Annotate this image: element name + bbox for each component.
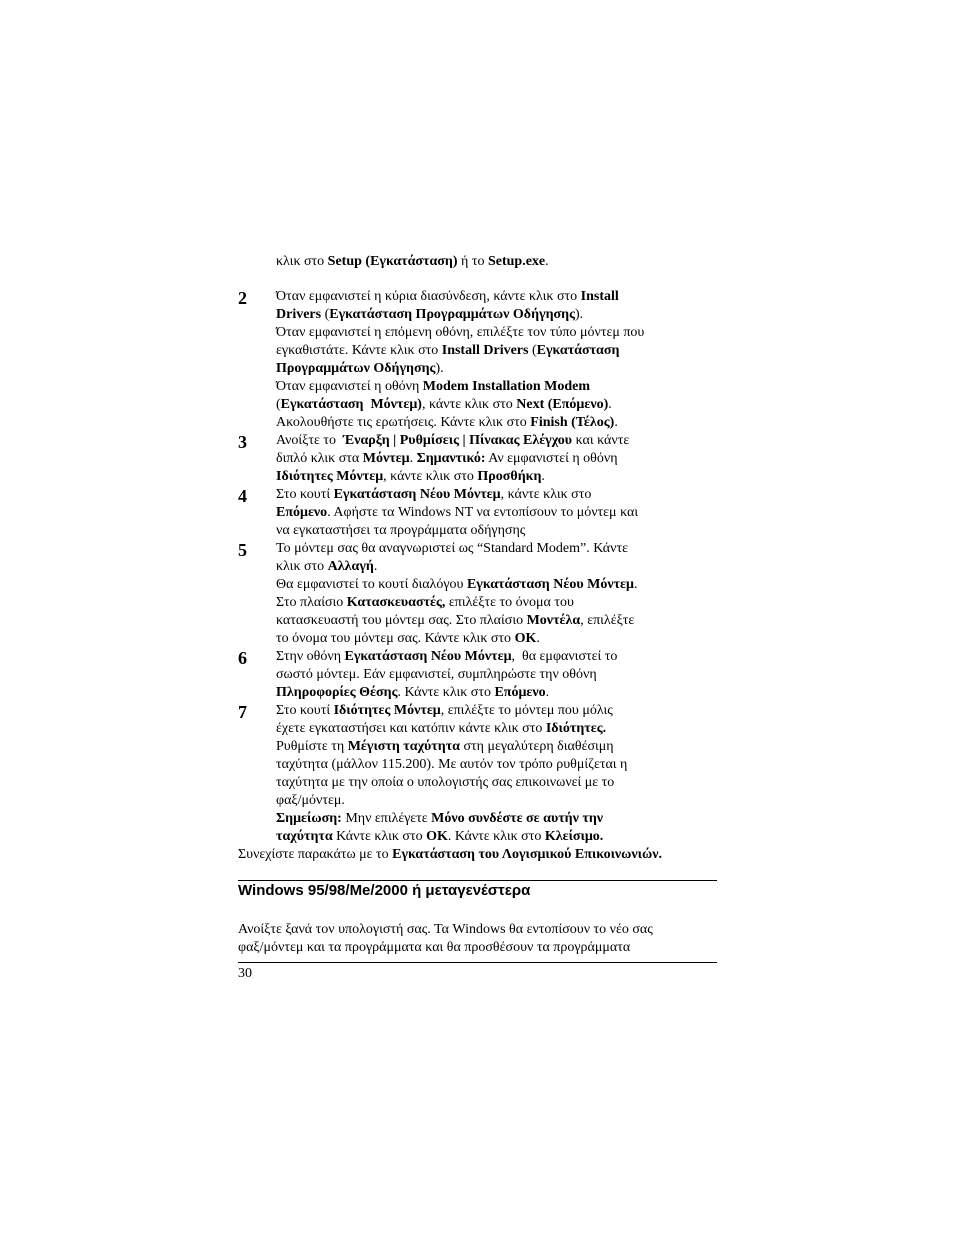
text-run: ταχύτητα με την οποία ο υπολογιστής σας επικοινωνεί με το — [276, 775, 615, 790]
step-number: 5 — [238, 540, 247, 560]
section-paragraph — [238, 921, 653, 957]
text-run: έχετε εγκαταστήσει και κατόπιν κάντε κλικ στο — [276, 721, 546, 736]
bold-text-run: Install — [580, 289, 619, 304]
bold-text-run: OK — [514, 631, 537, 646]
text-run: ταχύτητα (μάλλον 115.200). Με αυτόν τον τρόπο ρυθμίζεται η — [276, 757, 628, 772]
text-run: . — [608, 397, 612, 412]
bold-text-run: Drivers — [276, 307, 322, 322]
text-run: σωστό μόντεμ. Εάν εμφανιστεί, συμπληρώστε την οθόνη — [276, 667, 597, 682]
text-line — [276, 540, 718, 558]
step-item — [238, 648, 718, 702]
bold-text-run: Εγκατάσταση Νέου Μόντεμ — [466, 577, 634, 592]
bold-text-run: Next (Επόμενο) — [516, 397, 609, 412]
bold-text-run: Επόμενο — [494, 685, 546, 700]
text-run: . — [633, 577, 638, 592]
text-run: . — [409, 451, 417, 466]
text-line — [276, 522, 718, 540]
text-run: το όνομα του μόντεμ σας. Κάντε κλικ στο — [276, 631, 515, 646]
text-line — [276, 702, 718, 720]
step-body — [276, 540, 718, 648]
text-run: ). — [575, 307, 584, 322]
text-run: Ρυθμίστε τη — [276, 739, 348, 754]
text-line — [276, 612, 718, 630]
text-run: , επιλέξτε — [580, 613, 635, 628]
text-run: κλικ στο — [276, 254, 328, 269]
text-run: κλικ στο — [276, 559, 328, 574]
bold-text-run: ταχύτητα — [276, 829, 333, 844]
bold-text-run: Μοντέλα — [526, 613, 581, 628]
text-run: Όταν εμφανιστεί η επόμενη οθόνη, επιλέξτε τον τύπο μόντεμ που — [276, 325, 645, 340]
bold-text-run: Ιδιότητες Μόντεμ — [333, 703, 441, 718]
step-item — [238, 540, 718, 648]
text-run: Στο πλαίσιο — [276, 595, 347, 610]
text-run: . — [541, 469, 545, 484]
text-line — [276, 684, 718, 702]
step-number: 2 — [238, 288, 247, 308]
text-run: , κάντε κλικ στο — [500, 487, 592, 502]
bold-text-run: Προσθήκη — [477, 469, 542, 484]
bold-text-run: Μόντεμ — [362, 451, 410, 466]
bold-text-run: Κλείσιμο. — [544, 829, 604, 844]
bold-text-run: Πληροφορίες Θέσης — [276, 685, 398, 700]
text-run: Όταν εμφανιστεί η κύρια διασύνδεση, κάντε κλικ στο — [276, 289, 581, 304]
text-run: ). — [435, 361, 444, 376]
text-run: ( — [321, 307, 330, 322]
text-run: εγκαθιστάτε. Κάντε κλικ στο — [276, 343, 442, 358]
step-item — [238, 702, 718, 846]
text-run: , κάντε κλικ στο — [421, 397, 517, 412]
text-line — [276, 432, 718, 450]
text-run: ( — [276, 397, 281, 412]
step-body — [276, 432, 718, 486]
bold-text-run: Ιδιότητες Μόντεμ — [276, 469, 384, 484]
text-run: , επιλέξτε το μόντεμ που μόλις — [440, 703, 613, 718]
section-divider-top — [238, 880, 717, 881]
bold-text-run: Έναρξη | Ρυθμίσεις | Πίνακας Ελέγχου — [343, 433, 573, 448]
text-run: . — [545, 685, 550, 700]
text-line — [276, 306, 718, 324]
text-run: φαξ/μόντεμ. — [276, 793, 345, 808]
text-line — [276, 450, 718, 468]
text-run: , κάντε κλικ στο — [383, 469, 478, 484]
text-line — [276, 630, 718, 648]
text-run: Στην οθόνη — [276, 649, 345, 664]
bold-text-run: Εγκατάσταση — [536, 343, 620, 358]
text-run: Αν εμφανιστεί η οθόνη — [485, 451, 618, 466]
bold-text-run: Ιδιότητες. — [545, 721, 607, 736]
text-run: και κάντε — [572, 433, 630, 448]
bold-text-run: Μέγιστη ταχύτητα — [347, 739, 460, 754]
intro-line — [276, 253, 549, 271]
text-run: Ακολουθήστε τις ερωτήσεις. Κάντε κλικ στο — [276, 415, 531, 430]
text-run: Το μόντεμ σας θα αναγνωριστεί ως “Standard Modem”. Κάντε — [276, 541, 628, 556]
text-line — [276, 558, 718, 576]
step-body — [276, 288, 718, 432]
text-line — [276, 576, 718, 594]
step-number: 6 — [238, 648, 247, 668]
text-line — [276, 756, 718, 774]
text-run: . — [536, 631, 540, 646]
text-line — [276, 288, 718, 306]
bold-text-run: Μόνο συνδέστε σε αυτήν την — [431, 811, 604, 826]
text-run: ( — [528, 343, 537, 358]
steps-list — [238, 288, 718, 846]
text-run: . — [614, 415, 618, 430]
bold-text-run: Εγκατάσταση του Λογισμικού Επικοινωνιών. — [392, 847, 662, 862]
text-line — [276, 468, 718, 486]
bold-text-run: OK — [426, 829, 448, 844]
step-number: 4 — [238, 486, 247, 506]
text-line — [276, 666, 718, 684]
text-run: Θα εμφανιστεί το κουτί διαλόγου — [276, 577, 467, 592]
text-run: , θα εμφανιστεί το — [511, 649, 618, 664]
step-item — [238, 288, 718, 432]
text-line — [276, 774, 718, 792]
text-run: . — [373, 559, 378, 574]
page-number: 30 — [238, 966, 252, 981]
text-line — [276, 504, 718, 522]
text-run: Στο κουτί — [276, 487, 334, 502]
bold-text-run: Σημαντικό: — [416, 451, 486, 466]
text-line — [276, 828, 718, 846]
bold-text-run: Αλλαγή — [327, 559, 374, 574]
bold-text-run: Setup.exe — [487, 254, 546, 269]
bold-text-run: Install Drivers — [441, 343, 529, 358]
text-line — [276, 720, 718, 738]
text-run: . Κάντε κλικ στο — [397, 685, 495, 700]
step-body — [276, 486, 718, 540]
text-run: επιλέξτε το όνομα του — [445, 595, 574, 610]
section-heading: Windows 95/98/Me/2000 ή μεταγενέστερα — [238, 882, 531, 899]
step-item — [238, 432, 718, 486]
text-run: . Αφήστε τα Windows NT να εντοπίσουν το μόντεμ και — [327, 505, 639, 520]
text-run: Μην επιλέγετε — [341, 811, 432, 826]
bold-text-run: Εγκατάσταση Νέου Μόντεμ — [333, 487, 501, 502]
text-line — [276, 360, 718, 378]
bold-text-run: Finish (Τέλος) — [530, 415, 615, 430]
text-line — [276, 378, 718, 396]
text-run: . — [545, 254, 549, 269]
text-run: ή το — [457, 254, 488, 269]
step-item — [238, 486, 718, 540]
bold-text-run: Προγραμμάτων Οδήγησης — [276, 361, 436, 376]
paragraph-line: φαξ/μόντεμ και τα προγράμματα και θα προσθέσουν τα προγράμματα — [238, 940, 631, 955]
paragraph-line: Ανοίξτε ξανά τον υπολογιστή σας. Τα Windows θα εντοπίσουν το νέο σας — [238, 922, 653, 937]
text-run: Κάντε κλικ στο — [332, 829, 427, 844]
text-run: διπλό κλικ στα — [276, 451, 363, 466]
text-run: στη μεγαλύτερη διαθέσιμη — [459, 739, 614, 754]
step-body — [276, 648, 718, 702]
text-line — [276, 486, 718, 504]
text-line — [276, 738, 718, 756]
bold-text-run: Επόμενο — [276, 505, 328, 520]
step-number: 3 — [238, 432, 247, 452]
text-run: Στο κουτί — [276, 703, 334, 718]
text-line — [276, 324, 718, 342]
step-number: 7 — [238, 702, 247, 722]
bold-text-run: Setup (Εγκατάσταση) — [327, 254, 458, 269]
text-run: να εγκαταστήσει τα προγράμματα οδήγησης — [276, 523, 526, 538]
text-line — [276, 594, 718, 612]
text-line — [276, 810, 718, 828]
text-run: κατασκευαστή του μόντεμ σας. Στο πλαίσιο — [276, 613, 527, 628]
text-line — [276, 648, 718, 666]
text-run: . Κάντε κλικ στο — [447, 829, 545, 844]
text-run: Συνεχίστε παρακάτω με το — [238, 847, 393, 862]
bold-text-run: Σημείωση: — [276, 811, 342, 826]
bold-text-run: Modem Installation Modem — [422, 379, 591, 394]
text-line — [276, 414, 718, 432]
text-line — [276, 792, 718, 810]
bold-text-run: Εγκατάσταση Νέου Μόντεμ — [344, 649, 512, 664]
step-body — [276, 702, 718, 846]
text-run: Όταν εμφανιστεί η οθόνη — [276, 379, 423, 394]
section-divider-bottom — [238, 962, 717, 963]
bold-text-run: Κατασκευαστές, — [346, 595, 446, 610]
text-line — [276, 342, 718, 360]
bold-text-run: Εγκατάσταση Προγραμμάτων Οδήγησης — [329, 307, 575, 322]
text-run: Ανοίξτε το — [276, 433, 344, 448]
continue-line — [238, 846, 662, 864]
text-line — [276, 396, 718, 414]
bold-text-run: Εγκατάσταση Μόντεμ) — [280, 397, 422, 412]
